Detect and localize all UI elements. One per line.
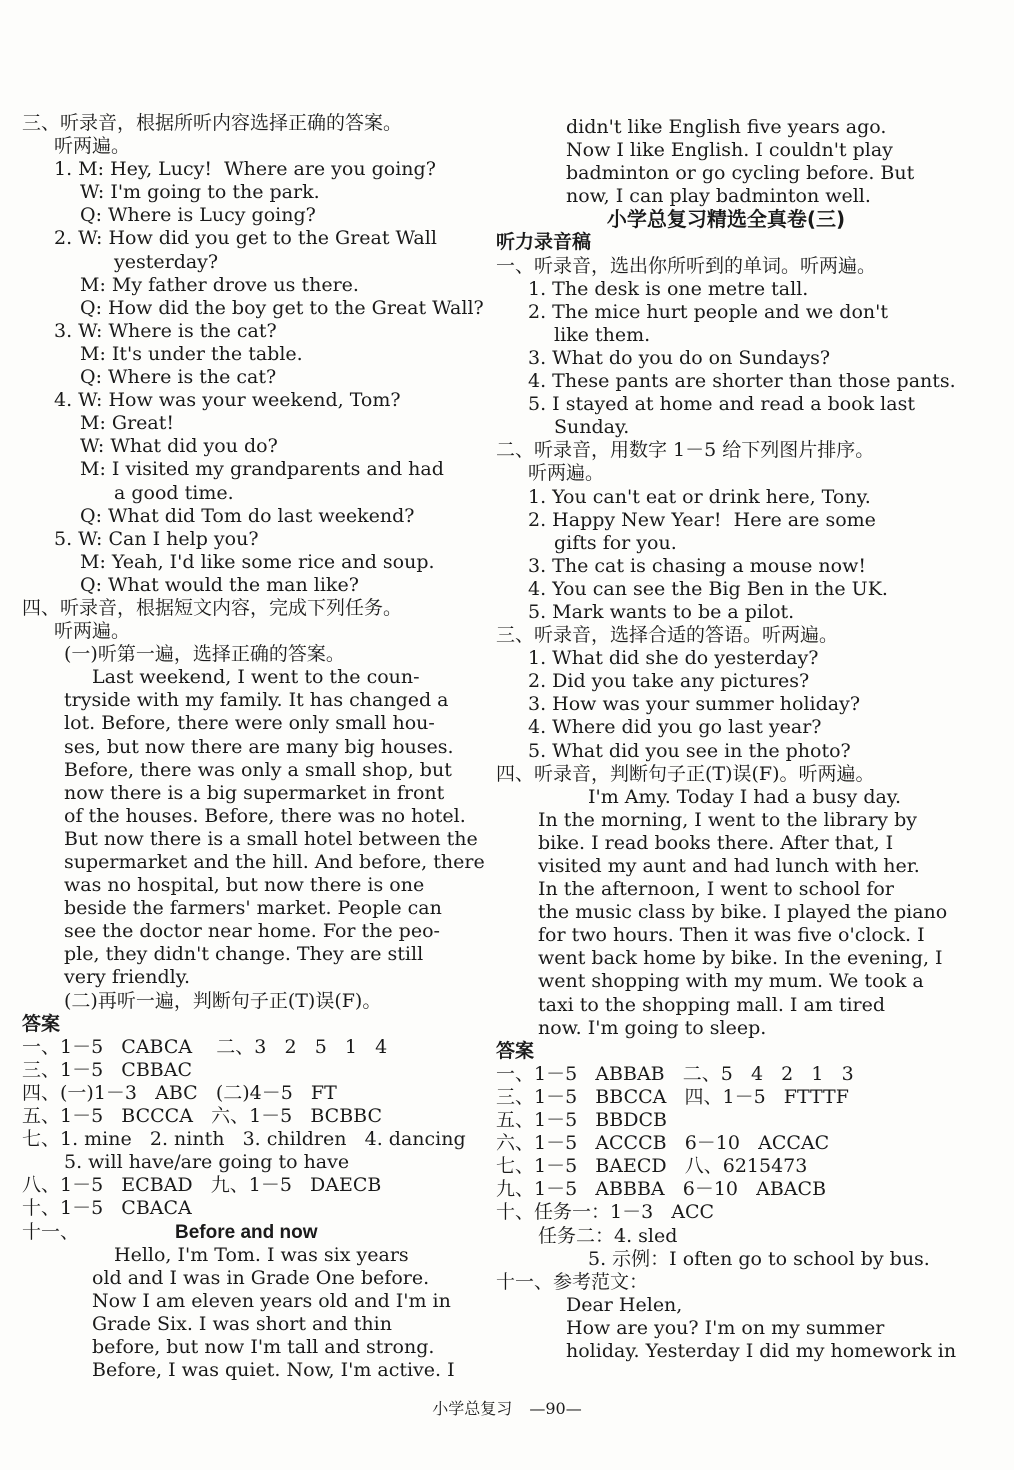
right-column-line (496, 555, 936, 578)
line-text: now, I can play badminton well. (566, 185, 871, 208)
line-text: 十、1－5 CBACA (22, 1197, 192, 1220)
left-column-line (22, 1313, 470, 1336)
line-text: Dear Helen, (566, 1293, 683, 1316)
left-column-line (22, 689, 470, 712)
right-column-line (496, 855, 936, 878)
right-column-line (496, 647, 936, 670)
right-column-line (496, 1086, 936, 1109)
left-column-line (22, 990, 470, 1013)
right-column-line (496, 393, 936, 416)
left-column-line (22, 343, 470, 366)
line-text: Q: Where is the cat? (80, 366, 277, 389)
right-column-line (496, 370, 956, 393)
left-column-line (22, 551, 470, 574)
page-footer (0, 1396, 1014, 1419)
page-number: —90— (529, 1399, 582, 1418)
right-column-line (496, 1017, 936, 1040)
right-column-line (496, 1132, 936, 1155)
line-text: 九、1－5 ABBBA 6－10 ABACB (496, 1178, 827, 1201)
right-column-line (496, 624, 936, 647)
line-text: 2. Happy New Year! Here are some (528, 508, 876, 531)
left-column-line (22, 112, 470, 135)
line-text: 三、1－5 CBBAC (22, 1058, 193, 1081)
right-column-line (496, 208, 936, 231)
line-text: Hello, I'm Tom. I was six years (114, 1243, 409, 1266)
line-text: W: What did you do? (80, 435, 278, 458)
left-column-line (22, 827, 478, 851)
left-column-line (22, 482, 470, 505)
right-column-line (496, 994, 936, 1017)
line-text: like them. (554, 323, 651, 346)
left-column-line (22, 1244, 470, 1267)
line-text: 七、1. mine 2. ninth 3. children 4. dancing (22, 1128, 466, 1151)
line-text: How are you? I'm on my summer (566, 1316, 885, 1339)
line-text: 四、听录音，根据短文内容，完成下列任务。 (22, 596, 403, 619)
line-text: now. I'm going to sleep. (538, 1016, 767, 1039)
line-text: 2. Did you take any pictures? (528, 670, 810, 693)
left-column-line (22, 851, 485, 874)
line-text: holiday. Yesterday I did my homework in (566, 1339, 957, 1362)
left-column-line (22, 966, 470, 989)
left-column-line (22, 574, 470, 597)
line-text: beside the farmers' market. People can (64, 897, 442, 920)
line-text: 1. M: Hey, Lucy! Where are you going? (54, 158, 436, 181)
right-column-line (496, 693, 936, 716)
line-text: 5. W: Can I help you? (54, 527, 259, 550)
right-column-line (496, 1063, 936, 1086)
left-column-line (22, 274, 470, 297)
right-column-line (496, 1109, 936, 1132)
line-text: 三、1－5 BBCCA 四、1－5 FTTTF (496, 1085, 849, 1108)
right-column-line (496, 255, 936, 278)
line-text: visited my aunt and had lunch with her. (538, 855, 920, 877)
line-text: taxi to the shopping mall. I am tired (538, 993, 886, 1016)
left-column-line (22, 1105, 470, 1128)
line-text: 5. Mark wants to be a pilot. (528, 600, 795, 623)
left-column-line (22, 389, 470, 412)
line-text: In the morning, I went to the library by (538, 808, 917, 831)
right-column-line (496, 670, 936, 693)
line-text: supermarket and the hill. And before, there (64, 851, 485, 873)
right-column-line (496, 278, 936, 301)
line-text: 4. Where did you go last year? (528, 716, 822, 739)
line-text: M: Yeah, I'd like some rice and soup. (80, 550, 435, 573)
line-text: ses, but now there are many big houses. (64, 735, 454, 758)
line-text: 四、听录音，判断句子正(T)误(F)。听两遍。 (496, 762, 875, 785)
essay-title: Before and now (175, 1221, 318, 1243)
line-text: 一、听录音，选出你所听到的单词。听两遍。 (496, 254, 877, 277)
line-text: 五、1－5 BBDCB (496, 1109, 667, 1132)
line-text: 4. W: How was your weekend, Tom? (54, 389, 401, 412)
line-text: old and I was in Grade One before. (92, 1266, 430, 1289)
line-text: 十一、参考范文： (496, 1270, 649, 1293)
line-text: the music class by bike. I played the piano (538, 901, 948, 924)
right-column-line (496, 578, 936, 601)
right-column-line (496, 970, 936, 993)
line-text: 小学总复习精选全真卷(三) (606, 207, 846, 232)
left-column-line (22, 1290, 470, 1313)
footer-label: 小学总复习 (432, 1399, 513, 1418)
left-column-line (22, 1197, 470, 1220)
right-column-line (496, 716, 936, 739)
line-text: Now I like English. I couldn't play (566, 139, 893, 162)
line-text: 听两遍。 (54, 135, 131, 158)
left-column-line (22, 366, 470, 389)
left-column-line (22, 412, 470, 435)
right-column-line (496, 139, 936, 162)
right-column-line (496, 740, 936, 763)
left-column-line (22, 1013, 470, 1036)
line-text: Sunday. (554, 416, 630, 439)
line-text: Q: How did the boy get to the Great Wall? (80, 296, 484, 319)
left-column-line (22, 1174, 470, 1197)
right-column-line (496, 1294, 936, 1317)
right-column-line (496, 416, 936, 439)
left-column-line (22, 505, 470, 528)
left-column (22, 112, 485, 1382)
left-column-line (22, 897, 470, 920)
left-column-line (22, 712, 470, 735)
left-column-line (22, 736, 470, 759)
line-text: 5. What did you see in the photo? (528, 739, 851, 762)
line-text: 七、1－5 BAECD 八、6215473 (496, 1155, 808, 1178)
line-text: Before, I was quiet. Now, I'm active. I (92, 1359, 455, 1382)
line-text: Last weekend, I went to the coun- (92, 666, 420, 689)
left-column-line (22, 597, 470, 620)
left-column-line (22, 251, 470, 274)
line-text: bike. I read books there. After that, I (538, 831, 894, 854)
line-text: 听力录音稿 (496, 231, 592, 254)
line-text: 1. The desk is one metre tall. (528, 277, 809, 300)
line-text: 任务二：4. sled (538, 1224, 678, 1247)
left-column-line (22, 204, 470, 227)
line-text: lot. Before, there were only small hou- (64, 712, 435, 735)
right-column-line (496, 901, 948, 924)
line-text: 一、1－5 CABCA 二、3 2 5 1 4 (22, 1035, 388, 1058)
line-text: 二、听录音，用数字 1－5 给下列图片排序。 (496, 439, 875, 462)
right-column-line (496, 324, 936, 347)
left-column-line (22, 158, 470, 181)
line-text: Q: What did Tom do last weekend? (80, 504, 415, 527)
left-column-line (22, 759, 470, 782)
line-text: But now there is a small hotel between the (64, 827, 478, 850)
left-column-line (22, 943, 470, 966)
line-text: 听两遍。 (54, 620, 131, 643)
right-column-line (496, 509, 936, 532)
left-column-line (22, 666, 470, 689)
line-text: 听两遍。 (528, 462, 605, 485)
line-text: for two hours. Then it was five o'clock. I (538, 924, 925, 947)
line-text: 三、听录音，选择合适的答语。听两遍。 (496, 624, 839, 647)
line-text: 四、(一)1－3 ABC (二)4－5 FT (22, 1081, 337, 1104)
right-column-line (496, 1178, 936, 1201)
line-text: I'm Amy. Today I had a busy day. (588, 785, 902, 808)
left-column-line (22, 920, 470, 943)
left-column-line (22, 805, 470, 828)
right-column-line (496, 439, 936, 462)
line-text: a good time. (114, 481, 234, 504)
right-column-line (496, 1339, 957, 1363)
line-text: 五、1－5 BCCCA 六、1－5 BCBBC (22, 1105, 383, 1128)
left-column-line (22, 643, 470, 666)
line-text: 六、1－5 ACCCB 6－10 ACCAC (496, 1132, 830, 1155)
left-column-line (22, 1267, 470, 1290)
line-text: 十、任务一：1－3 ACC (496, 1201, 715, 1224)
line-text: didn't like English five years ago. (566, 116, 887, 138)
right-column-line (496, 832, 936, 855)
right-column-line (496, 162, 936, 185)
left-column-line (22, 1151, 470, 1174)
line-text: 答案 (22, 1012, 61, 1035)
line-text: In the afternoon, I went to school for (538, 878, 894, 901)
left-column-line (22, 135, 470, 158)
right-column-line (496, 1040, 936, 1063)
right-column-line (496, 1201, 936, 1224)
line-text: M: My father drove us there. (80, 273, 359, 296)
line-text: 八、1－5 ECBAD 九、1－5 DAECB (22, 1174, 382, 1197)
right-column-line (496, 301, 936, 324)
line-text: Now I am eleven years old and I'm in (92, 1289, 451, 1312)
right-column-line (496, 786, 936, 809)
right-column-line (496, 231, 936, 254)
right-column-line (496, 462, 936, 485)
left-column-line (22, 1221, 470, 1244)
right-column-line (496, 116, 936, 139)
right-column-line (496, 947, 943, 970)
right-column-line (496, 1155, 936, 1178)
left-column-line (22, 782, 470, 805)
line-text: very friendly. (64, 966, 190, 989)
left-column-line (22, 1128, 470, 1151)
line-text: 5. I stayed at home and read a book last (528, 393, 915, 416)
right-column-line (496, 1248, 936, 1271)
line-text: 三、听录音，根据所听内容选择正确的答案。 (22, 112, 403, 134)
right-column-line (496, 532, 936, 555)
line-text: ple, they didn't change. They are still (64, 943, 424, 966)
left-column-line (22, 1082, 470, 1105)
line-text: Q: What would the man like? (80, 573, 359, 596)
line-text: badminton or go cycling before. But (566, 162, 915, 185)
line-text: M: I visited my grandparents and had (80, 458, 444, 481)
left-column-line (22, 1059, 470, 1082)
left-column-line (22, 1359, 470, 1382)
left-column-line (22, 435, 470, 458)
left-column-line (22, 874, 470, 897)
right-column-line (496, 347, 936, 370)
right-column-line (496, 601, 936, 624)
line-text: 1. You can't eat or drink here, Tony. (528, 485, 871, 508)
line-text: 1. What did she do yesterday? (528, 647, 819, 670)
line-text: was no hospital, but now there is one (64, 874, 425, 897)
right-column (496, 116, 957, 1363)
right-column-line (496, 185, 936, 208)
left-column-line (22, 227, 470, 250)
line-text: see the doctor near home. For the peo- (64, 920, 440, 943)
line-text: Before, there was only a small shop, but (64, 758, 452, 781)
right-column-line (496, 1225, 936, 1248)
line-text: 5. 示例：I often go to school by bus. (588, 1247, 930, 1270)
line-text: 2. The mice hurt people and we don't (528, 300, 888, 323)
left-column-line (22, 458, 470, 481)
line-text: of the houses. Before, there was no hotel. (64, 804, 466, 827)
left-column-line (22, 320, 470, 343)
line-text: yesterday? (114, 250, 219, 273)
line-text: 2. W: How did you get to the Great Wall (54, 227, 437, 250)
line-text: went shopping with my mum. We took a (538, 970, 924, 993)
line-text: (一)听第一遍，选择正确的答案。 (64, 643, 345, 666)
left-column-line (22, 528, 470, 551)
line-text: now there is a big supermarket in front (64, 781, 445, 804)
line-text: 5. will have/are going to have (64, 1151, 350, 1174)
line-text: 3. W: Where is the cat? (54, 319, 277, 342)
line-text: 3. How was your summer holiday? (528, 693, 861, 716)
line-text: Grade Six. I was short and thin (92, 1312, 392, 1335)
right-column-line (496, 878, 936, 901)
right-column-line (496, 763, 936, 786)
line-text: M: Great! (80, 412, 174, 435)
left-column-line (22, 296, 484, 320)
line-text: W: I'm going to the park. (80, 181, 320, 204)
line-text: went back home by bike. In the evening, I (538, 947, 943, 970)
right-column-line (496, 1317, 936, 1340)
line-text: M: It's under the table. (80, 342, 303, 365)
line-text: gifts for you. (554, 531, 677, 554)
line-text: 答案 (496, 1039, 535, 1062)
line-text: tryside with my family. It has changed a (64, 689, 449, 712)
line-text: (二)再听一遍，判断句子正(T)误(F)。 (64, 989, 382, 1012)
right-column-line (496, 809, 936, 832)
line-text: 4. These pants are shorter than those pants. (528, 370, 956, 393)
line-text: 十一、 (22, 1220, 80, 1243)
left-column-line (22, 620, 470, 643)
right-column-line (496, 486, 936, 509)
line-text: before, but now I'm tall and strong. (92, 1335, 435, 1358)
right-column-line (496, 1271, 936, 1294)
line-text: Q: Where is Lucy going? (80, 204, 316, 227)
left-column-line (22, 1036, 470, 1059)
right-column-line (496, 924, 936, 947)
line-text: 4. You can see the Big Ben in the UK. (528, 577, 888, 600)
left-column-line (22, 1336, 470, 1359)
line-text: 3. The cat is chasing a mouse now! (528, 554, 867, 577)
line-text: 3. What do you do on Sundays? (528, 346, 831, 369)
line-text: 一、1－5 ABBAB 二、5 4 2 1 3 (496, 1062, 854, 1085)
left-column-line (22, 181, 470, 204)
